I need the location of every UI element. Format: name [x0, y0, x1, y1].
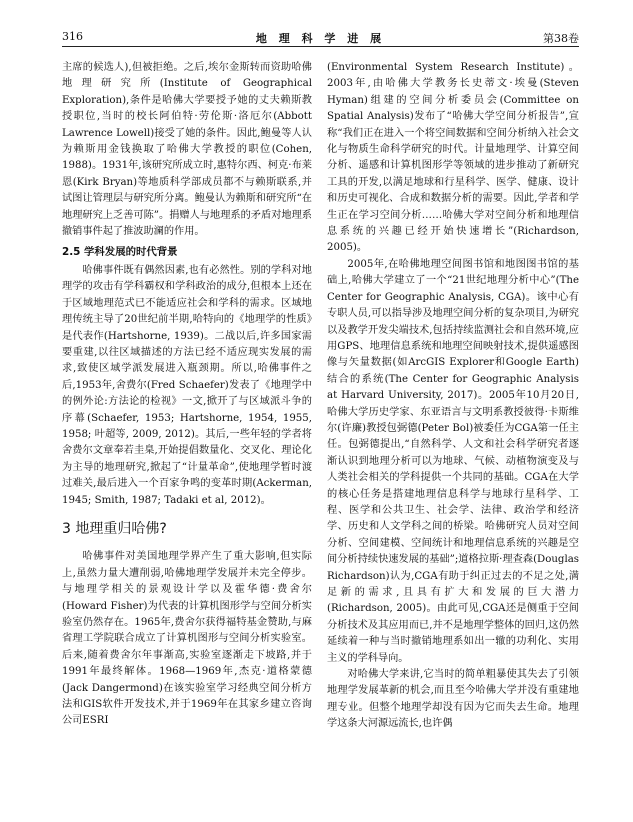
- journal-title: 地 理 科 学 进 展: [255, 32, 386, 45]
- right-column: [327, 60, 579, 733]
- paragraph: (Environmental System Research Institute)。2003年,由哈佛大学教务长史蒂文·埃曼(Steven Hyman)组建的空间分析委员会(Committee on Spatial Analysis)发布了“哈佛大学空间分析报告”,宣称“我们正在进入一个将空间数据和空间分析纳入社会文化与物质生命科学研究的时代。计量地理学、计算空间分析、遥感和计算机图形学等领域的进步推动了新研究工具的开发,以满足地球和行星科学、医学、健康、设计和历史可视化、合成和数据分析的需要。因此,学者和学生正在学习空间分析……哈佛大学对空间分析和地理信息系统的兴趣已经开始快速增长”(Richardson, 2005)。: [327, 62, 579, 254]
- running-header: [62, 28, 579, 47]
- left-column: [62, 60, 312, 730]
- page-number: 316: [62, 30, 83, 43]
- paragraph: 主席的候选人),但被拒绝。之后,埃尔金斯转而资助哈佛地理研究所(Institute of Geographical Exploration),条件是哈佛大学要授予她的丈夫赖斯教授职位,当时的校长阿伯特·劳伦斯·洛厄尔(Abbott Lawrence Lowell)接受了她的条件。因此,鲍曼等人认为赖斯用金钱换取了哈佛大学教授的职位(Cohen, 1988)。1931年,该研究所成立时,惠特尔西、柯克·布莱恩(Kirk Bryan)等地质科学部成员都不与赖斯联系,并试图让管理层与研究所分离。鲍曼认为赖斯和研究所“在地理研究上乏善可陈”。捐赠人与地理系的矛盾对地理系撤销事件起了推波助澜的作用。: [62, 62, 312, 238]
- paragraph: 哈佛事件既有偶然因素,也有必然性。别的学科对地理学的攻击有学科霸权和学科政治的成分,但根本上还在于区域地理范式已不能适应社会和学科的需求。区域地理传统主导了20世纪前半期,哈特向的《地理学的性质》是代表作(Hartshorne, 1939)。二战以后,许多国家需要重建,以往区域描述的方法已经不适应现实发展的需求,致使区域学派发展进入瓶颈期。所以,哈佛事件之后,1953年,舍费尔(Fred Schaefer)发表了《地理学中的例外论:方法论的检视》一文,掀开了与区域派斗争的序幕(Schaefer, 1953; Hartshorne, 1954, 1955, 1958; 叶超等, 2009, 2012)。其后,一些年轻的学者将舍费尔文章奉若圭臬,开始提倡数量化、交叉化、理论化为主导的地理研究,掀起了“计量革命”,使地理学暂时渡过难关,最后进入一个百家争鸣的变革时期(Ackerman, 1945; Smith, 1987; Tadaki et al, 2012)。: [62, 264, 312, 506]
- paragraph: 哈佛事件对美国地理学界产生了重大影响,但实际上,虽然力量大遭削弱,哈佛地理学发展并未完全停步。与地理学相关的景观设计学以及霍华德·费舍尔(Howard Fisher)为代表的计算机图形学与空间分析实验室仍然存在。1965年,费舍尔获得福特基金赞助,与麻省理工学院联合成立了计算机图形与空间分析实验室。后来,随着费舍尔年事渐高,实验室逐渐走下坡路,并于1991年最终解体。1968—1969年,杰克·道格蒙德(Jack Dangermond)在该实验室学习经典空间分析方法和GIS软件开发技术,并于1969年在其家乡建立咨询公司ESRI: [62, 551, 312, 727]
- section-heading: 2.5 学科发展的时代背景: [62, 246, 178, 259]
- chapter-heading: 3 地理重归哈佛?: [62, 520, 167, 537]
- volume-label: 第38卷: [543, 32, 579, 45]
- paragraph: 对哈佛大学来讲,它当时的简单粗暴使其失去了引领地理学发展革新的机会,而且至今哈佛大学并没有重建地理专业。但整个地理学却没有因为它而失去生命。地理学这条大河源远流长,也许偶: [327, 669, 579, 730]
- paragraph: 2005年,在哈佛地理空间图书馆和地图图书馆的基础上,哈佛大学建立了一个“21世纪地理分析中心”(The Center for Geographic Analysis, CGA)。该中心有专职人员,可以指导涉及地理空间分析的复杂项目,为研究以及教学开发尖端技术,包括持续监测社会和自然环境,应用GPS、地理信息系统和地理空间映射技术,提供遥感图像与矢量数据(如ArcGIS Explorer和Google Earth)结合的系统(The Center for Geographic Analysis at Harvard University, 2017)。2005年10月20日,哈佛大学历史学家、东亚语言与文明系教授彼得·卡斯维尔(许廉)教授包弼德(Peter Bol)被委任为CGA第一任主任。包弼德提出,“自然科学、人文和社会科学研究者逐渐认识到地理分析可以为地球、气候、动植物演变及与人类社会相关的学科提供一个共同的基础。CGA在大学的核心任务是搭建地理信息科学与地球行星科学、工程、医学和公共卫生、社会学、法律、政治学和经济学、历史和人文学科之间的桥梁。哈佛研究人员对空间分析、空间建模、空间统计和地理信息系统的兴趣是空间分析持续快速发展的基础”;道格拉斯·理查森(Douglas Richardson)认为,CGA有助于纠正过去的不足之处,满足新的需求,且具有扩大和发展的巨大潜力(Richardson, 2005)。由此可见,CGA还是侧重于空间分析技术及其应用而已,并不是地理学整体的回归,这仍然延续着一种与当时撤销地理系如出一辙的功利化、实用主义的学科导向。: [327, 258, 579, 664]
